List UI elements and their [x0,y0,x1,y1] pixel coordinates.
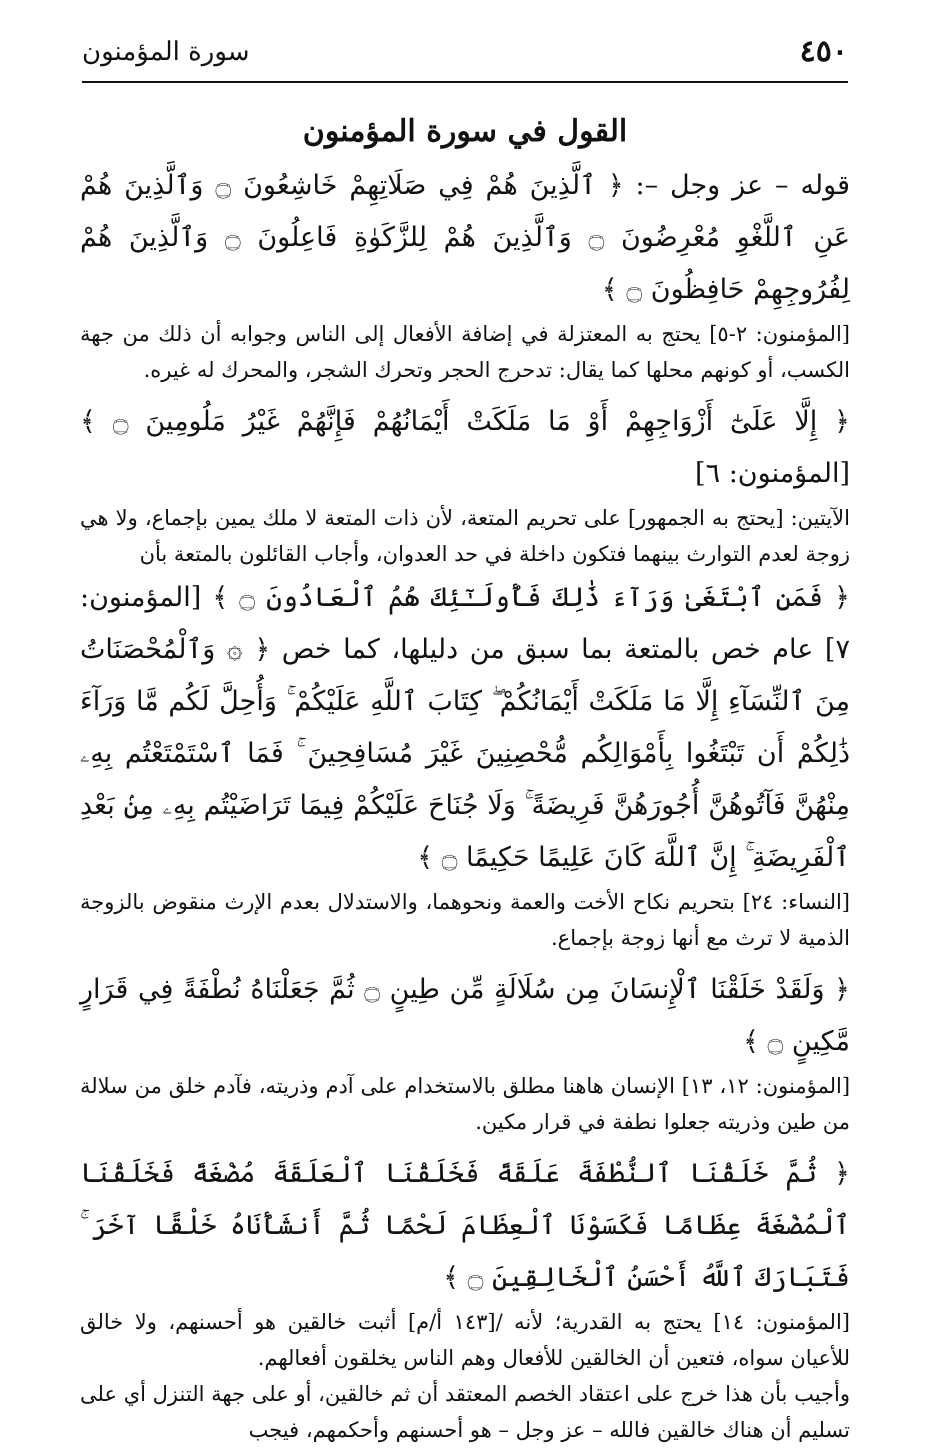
running-title: سورة المؤمنون [82,37,250,67]
paragraph-quran-4: ﴿ وَلَقَدْ خَلَقْنَا ٱلْإِنسَانَ مِن سُلَالَةٍ مِّن طِينٍ ۝ ثُمَّ جَعَلْنَاهُ نُطْفَةً فِي قَرَارٍ مَّكِينٍ ۝ ﴾ [80,974,850,1057]
paragraph-commentary-5: [المؤمنون: ١٤] يحتج به القدرية؛ لأنه /[١٤٣ أ/م] أثبت خالقين هو أحسنهم، ولا خالق للأعيان سواه، فتعين أن الخالقين للأفعال وهم الناس يخلقون أفعالهم. [80,1310,850,1370]
paragraph-quran-3: ﴿ فَمَنِ ٱبْتَغَىٰ وَرَآءَ ذَٰلِكَ فَأُولَـٰٓئِكَ هُمُ ٱلْعَادُونَ ۝ ﴾ [المؤمنون: ٧] عام خص بالمتعة بما سبق من دليلها، كما خص ﴿ ۞ وَٱلْمُحْصَنَاتُ مِنَ ٱلنِّسَآءِ إِلَّا مَا مَلَكَتْ أَيْمَانُكُمْ ۖ كِتَابَ ٱللَّهِ عَلَيْكُمْ ۚ وَأُحِلَّ لَكُم مَّا وَرَآءَ ذَٰلِكُمْ أَن تَبْتَغُوا بِأَمْوَالِكُم مُّحْصِنِينَ غَيْرَ مُسَافِحِينَ ۚ فَمَا ٱسْتَمْتَعْتُم بِهِۦ مِنْهُنَّ فَآتُوهُنَّ أُجُورَهُنَّ فَرِيضَةً ۚ وَلَا جُنَاحَ عَلَيْكُمْ فِيمَا تَرَاضَيْتُم بِهِۦ مِنۢ بَعْدِ ٱلْفَرِيضَةِ ۚ إِنَّ ٱللَّهَ كَانَ عَلِيمًا حَكِيمًا ۝ ﴾ [80,582,850,873]
paragraph-commentary-1: [المؤمنون: ٢-٥] يحتج به المعتزلة في إضافة الأفعال إلى الناس وجوابه أن ذلك من جهة الكسب، أو كونهم محلها كما يقال: تدحرج الحجر وتحرك الشجر، والمحرك له غيره. [80,322,850,382]
paragraph-quran-1: قوله – عز وجل –: ﴿ ٱلَّذِينَ هُمْ فِي صَلَاتِهِمْ خَاشِعُونَ ۝ وَٱلَّذِينَ هُمْ عَنِ ٱللَّغْوِ مُعْرِضُونَ ۝ وَٱلَّذِينَ هُمْ لِلزَّكَوٰةِ فَاعِلُونَ ۝ وَٱلَّذِينَ هُمْ لِفُرُوجِهِمْ حَافِظُونَ ۝ ﴾ [80,170,850,305]
header-divider [82,81,848,83]
paragraph-quran-5: ﴿ ثُمَّ خَلَقْنَا ٱلنُّطْفَةَ عَلَقَةً فَخَلَقْنَا ٱلْعَلَقَةَ مُضْغَةً فَخَلَقْنَا ٱلْمُضْغَةَ عِظَامًا فَكَسَوْنَا ٱلْعِظَامَ لَحْمًا ثُمَّ أَنشَأْنَاهُ خَلْقًا آخَرَ ۚ فَتَبَارَكَ ٱللَّهُ أَحْسَنُ ٱلْخَالِقِينَ ۝ ﴾ [80,1158,850,1293]
page-number: ٤٥٠ [799,34,848,69]
paragraph-commentary-4: [المؤمنون: ١٢، ١٣] الإنسان هاهنا مطلق بالاستخدام على آدم وذريته، فآدم خلق من سلالة من طين وذريته جعلوا نطفة في قرار مكين. [80,1074,851,1134]
paragraph-commentary-3: [النساء: ٢٤] بتحريم نكاح الأخت والعمة ونحوهما، والاستدلال بعدم الإرث منقوض بالزوجة الذمية لا ترث مع أنها زوجة بإجماع. [80,890,850,950]
section-heading: القول في سورة المؤمنون [302,114,628,149]
paragraph-commentary-2: الآيتين: [يحتج به الجمهور] على تحريم المتعة، لأن ذات المتعة لا ملك يمين بإجماع، ولا هي زوجة لعدم التوارث بينهما فتكون داخلة في حد العدوان، وأجاب القائلون بالمتعة بأن [80,506,850,566]
paragraph-commentary-6: وأجيب بأن هذا خرج على اعتقاد الخصم المعتقد أن ثم خالقين، أو على جهة التنزل أي على تسليم أن هناك خالقين فالله – عز وجل – هو أحسنهم وأحكمهم، فيجب [80,1382,850,1442]
page-body [80,100,850,1448]
paragraph-quran-2: ﴿ إِلَّا عَلَىٰٓ أَزْوَاجِهِمْ أَوْ مَا مَلَكَتْ أَيْمَانُهُمْ فَإِنَّهُمْ غَيْرُ مَلُومِينَ ۝ ﴾ [المؤمنون: ٦] [80,406,850,489]
page-header [82,28,848,80]
